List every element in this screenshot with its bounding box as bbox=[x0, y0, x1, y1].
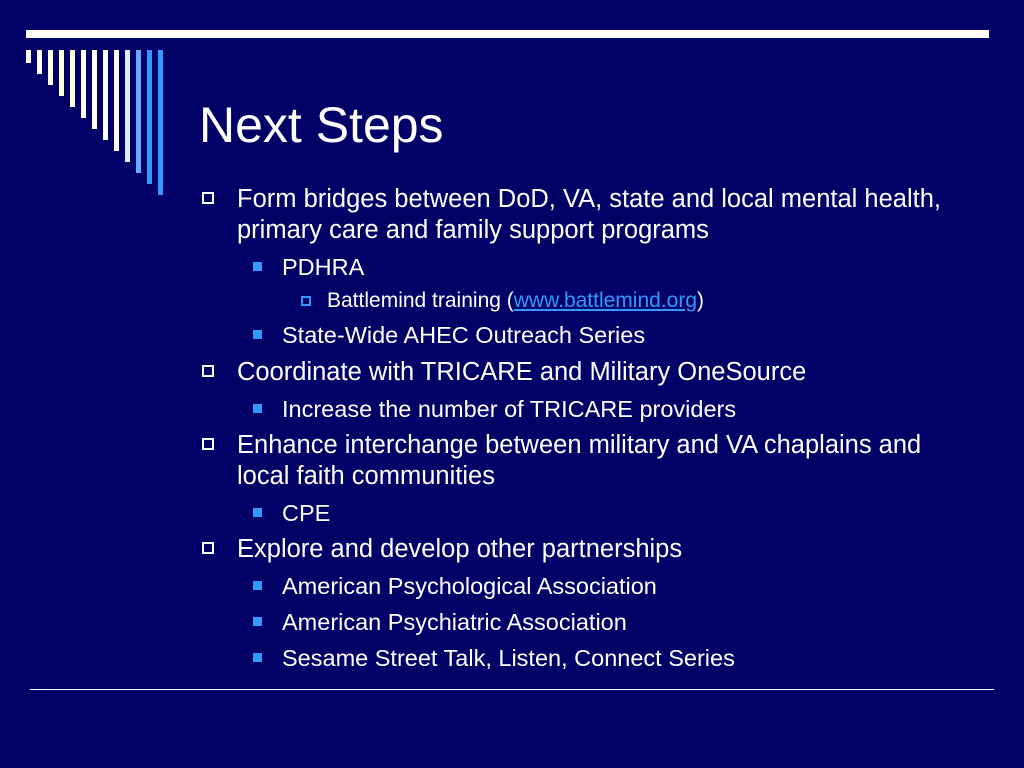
filled-square-bullet-icon bbox=[253, 330, 262, 339]
bullet-item bbox=[282, 252, 972, 282]
bullet-text: State-Wide AHEC Outreach Series bbox=[282, 322, 646, 348]
bullet-item bbox=[282, 571, 972, 601]
bullet-item bbox=[282, 320, 972, 350]
hollow-square-bullet-icon bbox=[202, 542, 214, 554]
filled-square-bullet-icon bbox=[253, 653, 262, 662]
bullet-text: PDHRA bbox=[282, 254, 365, 280]
bullet-item bbox=[282, 607, 972, 637]
bullet-text: Battlemind training ( bbox=[327, 289, 514, 312]
filled-square-bullet-icon bbox=[253, 581, 262, 590]
bullet-item bbox=[237, 430, 977, 492]
hollow-small-square-bullet-icon bbox=[301, 296, 311, 306]
filled-square-bullet-icon bbox=[253, 404, 262, 413]
hollow-square-bullet-icon bbox=[202, 192, 214, 204]
hollow-square-bullet-icon bbox=[202, 365, 214, 377]
bullet-item bbox=[282, 498, 972, 528]
bullet-text: Sesame Street Talk, Listen, Connect Series bbox=[282, 645, 735, 671]
bullet-item bbox=[237, 357, 977, 388]
bullet-text: Enhance interchange between military and VA chaplains and local faith communities bbox=[237, 431, 922, 490]
filled-square-bullet-icon bbox=[253, 262, 262, 271]
bullet-text: Form bridges between DoD, VA, state and local mental health, primary care and family support programs bbox=[237, 185, 941, 244]
bullet-text: CPE bbox=[282, 500, 331, 526]
bullet-item bbox=[282, 643, 972, 673]
bullet-item bbox=[327, 287, 967, 315]
slide-title: Next Steps bbox=[199, 97, 444, 153]
bullet-item bbox=[282, 394, 972, 424]
bullet-text: Coordinate with TRICARE and Military OneSource bbox=[237, 358, 807, 386]
bottom-rule bbox=[30, 689, 994, 690]
filled-square-bullet-icon bbox=[253, 617, 262, 626]
bullet-item bbox=[237, 184, 977, 246]
hollow-square-bullet-icon bbox=[202, 438, 214, 450]
bullet-text: Increase the number of TRICARE providers bbox=[282, 396, 737, 422]
bullet-item bbox=[237, 534, 977, 565]
bullet-text: American Psychiatric Association bbox=[282, 609, 627, 635]
battlemind-link[interactable]: www.battlemind.org bbox=[513, 289, 698, 312]
bullet-text-suffix: ) bbox=[697, 289, 705, 312]
bullet-text: Explore and develop other partnerships bbox=[237, 535, 683, 563]
filled-square-bullet-icon bbox=[253, 508, 262, 517]
bullet-text: American Psychological Association bbox=[282, 573, 657, 599]
